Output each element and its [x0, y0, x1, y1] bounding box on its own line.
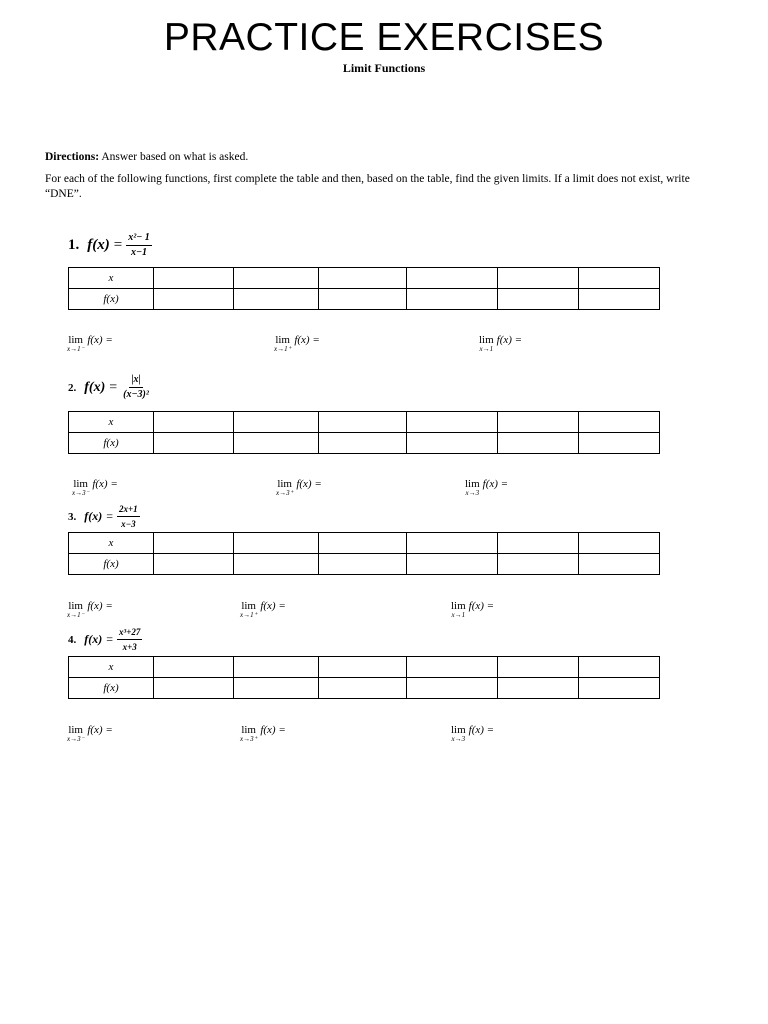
- fx-row: [69, 289, 660, 310]
- limit-two-sided: [451, 724, 494, 743]
- equals-sign: =: [109, 379, 118, 395]
- lim-subscript: x→1⁻: [67, 611, 85, 619]
- table-cell[interactable]: [579, 268, 660, 289]
- lim-subscript: x→3: [451, 735, 466, 743]
- table-cell[interactable]: [154, 412, 234, 433]
- limit-left: [67, 600, 113, 619]
- lim-word: lim: [68, 600, 83, 612]
- table-cell[interactable]: [154, 289, 234, 310]
- table-cell[interactable]: [234, 268, 319, 289]
- table-cell[interactable]: [579, 678, 660, 699]
- directions-text: Answer based on what is asked.: [99, 151, 249, 163]
- fx-label: f(x): [69, 678, 154, 699]
- x-label: x: [69, 412, 154, 433]
- table-cell[interactable]: [154, 268, 234, 289]
- problem-4-table: [68, 656, 660, 699]
- lim-expression: f(x) =: [296, 478, 322, 490]
- table-cell[interactable]: [234, 412, 319, 433]
- lim-subscript: x→1⁻: [67, 345, 85, 353]
- lim-expression: f(x) =: [87, 334, 113, 346]
- table-cell[interactable]: [407, 289, 498, 310]
- problem-number: 1.: [68, 237, 80, 253]
- limit-left: [72, 478, 118, 497]
- table-cell[interactable]: [234, 678, 319, 699]
- numerator: x²− 1: [126, 232, 152, 246]
- lim-word: lim: [451, 600, 466, 612]
- table-cell[interactable]: [498, 268, 579, 289]
- table-cell[interactable]: [498, 554, 579, 575]
- lim-expression: f(x) =: [87, 600, 113, 612]
- numerator: x³+27: [117, 626, 142, 640]
- x-row: [69, 268, 660, 289]
- lim-word: lim: [275, 334, 290, 346]
- denominator: x−3: [121, 519, 136, 529]
- problem-number: 2.: [68, 381, 77, 394]
- x-label: x: [69, 533, 154, 554]
- denominator: x−1: [130, 247, 148, 258]
- equals-sign: =: [106, 509, 114, 523]
- table-cell[interactable]: [234, 533, 319, 554]
- lim-expression: f(x) =: [468, 724, 495, 736]
- table-cell[interactable]: [319, 433, 407, 454]
- problem-3-function: [68, 503, 140, 530]
- lim-subscript: x→3⁺: [240, 735, 258, 743]
- x-label: x: [69, 268, 154, 289]
- lim-word: lim: [73, 478, 88, 490]
- x-row: [69, 657, 660, 678]
- problem-4-function: [68, 626, 142, 653]
- fx-row: [69, 554, 660, 575]
- table-cell[interactable]: [319, 289, 407, 310]
- lim-word: lim: [68, 724, 83, 736]
- limit-right: [240, 724, 286, 743]
- table-cell[interactable]: [579, 657, 660, 678]
- lim-expression: f(x) =: [260, 724, 286, 736]
- lim-word: lim: [241, 600, 256, 612]
- table-cell[interactable]: [498, 289, 579, 310]
- table-cell[interactable]: [407, 433, 498, 454]
- function-fraction: [126, 232, 152, 259]
- lim-word: lim: [479, 334, 494, 346]
- function-fraction: [117, 503, 140, 530]
- table-cell[interactable]: [498, 678, 579, 699]
- table-cell[interactable]: [498, 657, 579, 678]
- table-cell[interactable]: [154, 554, 234, 575]
- lim-word: lim: [451, 724, 466, 736]
- table-cell[interactable]: [498, 433, 579, 454]
- lim-subscript: x→3⁺: [276, 489, 294, 497]
- equals-sign: =: [106, 632, 114, 646]
- function-name: f(x): [87, 237, 110, 253]
- lim-subscript: x→1: [479, 345, 494, 353]
- table-cell[interactable]: [498, 533, 579, 554]
- table-cell[interactable]: [234, 657, 319, 678]
- lim-subscript: x→3⁻: [72, 489, 90, 497]
- x-label: x: [69, 657, 154, 678]
- fx-label: f(x): [69, 554, 154, 575]
- table-cell[interactable]: [154, 433, 234, 454]
- table-cell[interactable]: [319, 412, 407, 433]
- table-cell[interactable]: [407, 657, 498, 678]
- limit-right: [274, 334, 320, 353]
- problem-2-table: [68, 411, 660, 454]
- problem-2-function: [68, 374, 151, 401]
- directions: [45, 150, 725, 165]
- numerator: |x|: [129, 374, 142, 388]
- table-cell[interactable]: [234, 433, 319, 454]
- lim-word: lim: [241, 724, 256, 736]
- lim-word: lim: [277, 478, 292, 490]
- page-subtitle: Limit Functions: [342, 61, 426, 75]
- lim-expression: f(x) =: [496, 334, 523, 346]
- lim-expression: f(x) =: [87, 724, 113, 736]
- fx-row: [69, 678, 660, 699]
- table-cell[interactable]: [407, 412, 498, 433]
- lim-subscript: x→3: [465, 489, 480, 497]
- page-title: PRACTICE EXERCISES: [163, 16, 605, 59]
- x-row: [69, 533, 660, 554]
- function-fraction: [117, 626, 142, 653]
- fx-label: f(x): [69, 289, 154, 310]
- lim-expression: f(x) =: [482, 478, 509, 490]
- limit-left: [67, 334, 113, 353]
- table-cell[interactable]: [579, 433, 660, 454]
- table-cell[interactable]: [154, 533, 234, 554]
- lim-subscript: x→3⁻: [67, 735, 85, 743]
- table-cell[interactable]: [407, 554, 498, 575]
- limit-two-sided: [451, 600, 494, 619]
- problem-1-table: [68, 267, 660, 310]
- table-cell[interactable]: [579, 533, 660, 554]
- problem-number: 3.: [68, 510, 77, 523]
- table-cell[interactable]: [498, 412, 579, 433]
- fx-row: [69, 433, 660, 454]
- directions-label: Directions:: [45, 151, 100, 163]
- lim-subscript: x→1⁺: [274, 345, 292, 353]
- equals-sign: =: [113, 237, 123, 253]
- lim-expression: f(x) =: [294, 334, 320, 346]
- lim-subscript: x→1: [451, 611, 466, 619]
- table-cell[interactable]: [319, 678, 407, 699]
- numerator: 2x+1: [117, 503, 140, 517]
- limit-right: [240, 600, 286, 619]
- table-cell[interactable]: [407, 268, 498, 289]
- lim-expression: f(x) =: [468, 600, 495, 612]
- table-cell[interactable]: [319, 657, 407, 678]
- function-fraction: [121, 374, 151, 401]
- table-cell[interactable]: [579, 289, 660, 310]
- lim-subscript: x→1⁺: [240, 611, 258, 619]
- lim-expression: f(x) =: [92, 478, 118, 490]
- table-cell[interactable]: [319, 268, 407, 289]
- problem-number: 4.: [68, 633, 77, 646]
- table-cell[interactable]: [407, 533, 498, 554]
- table-cell[interactable]: [154, 678, 234, 699]
- table-cell[interactable]: [319, 554, 407, 575]
- limit-left: [67, 724, 113, 743]
- limit-two-sided: [465, 478, 508, 497]
- lim-expression: f(x) =: [260, 600, 286, 612]
- table-cell[interactable]: [579, 412, 660, 433]
- denominator: x+3: [122, 642, 137, 652]
- problem-3-table: [68, 532, 660, 575]
- function-name: f(x): [84, 632, 103, 646]
- table-cell[interactable]: [234, 289, 319, 310]
- table-cell[interactable]: [234, 554, 319, 575]
- instructions: For each of the following functions, first complete the table and then, based on the table, find the given limits. If a limit does not exist, write “DNE”.: [45, 173, 690, 200]
- function-name: f(x): [84, 379, 106, 395]
- limit-right: [276, 478, 322, 497]
- denominator: (x−3)²: [123, 389, 149, 400]
- table-cell[interactable]: [154, 657, 234, 678]
- lim-word: lim: [465, 478, 480, 490]
- function-name: f(x): [84, 509, 103, 523]
- problem-1-function: [68, 232, 152, 259]
- table-cell[interactable]: [319, 533, 407, 554]
- table-cell[interactable]: [579, 554, 660, 575]
- table-cell[interactable]: [407, 678, 498, 699]
- fx-label: f(x): [69, 433, 154, 454]
- x-row: [69, 412, 660, 433]
- limit-two-sided: [479, 334, 522, 353]
- lim-word: lim: [68, 334, 83, 346]
